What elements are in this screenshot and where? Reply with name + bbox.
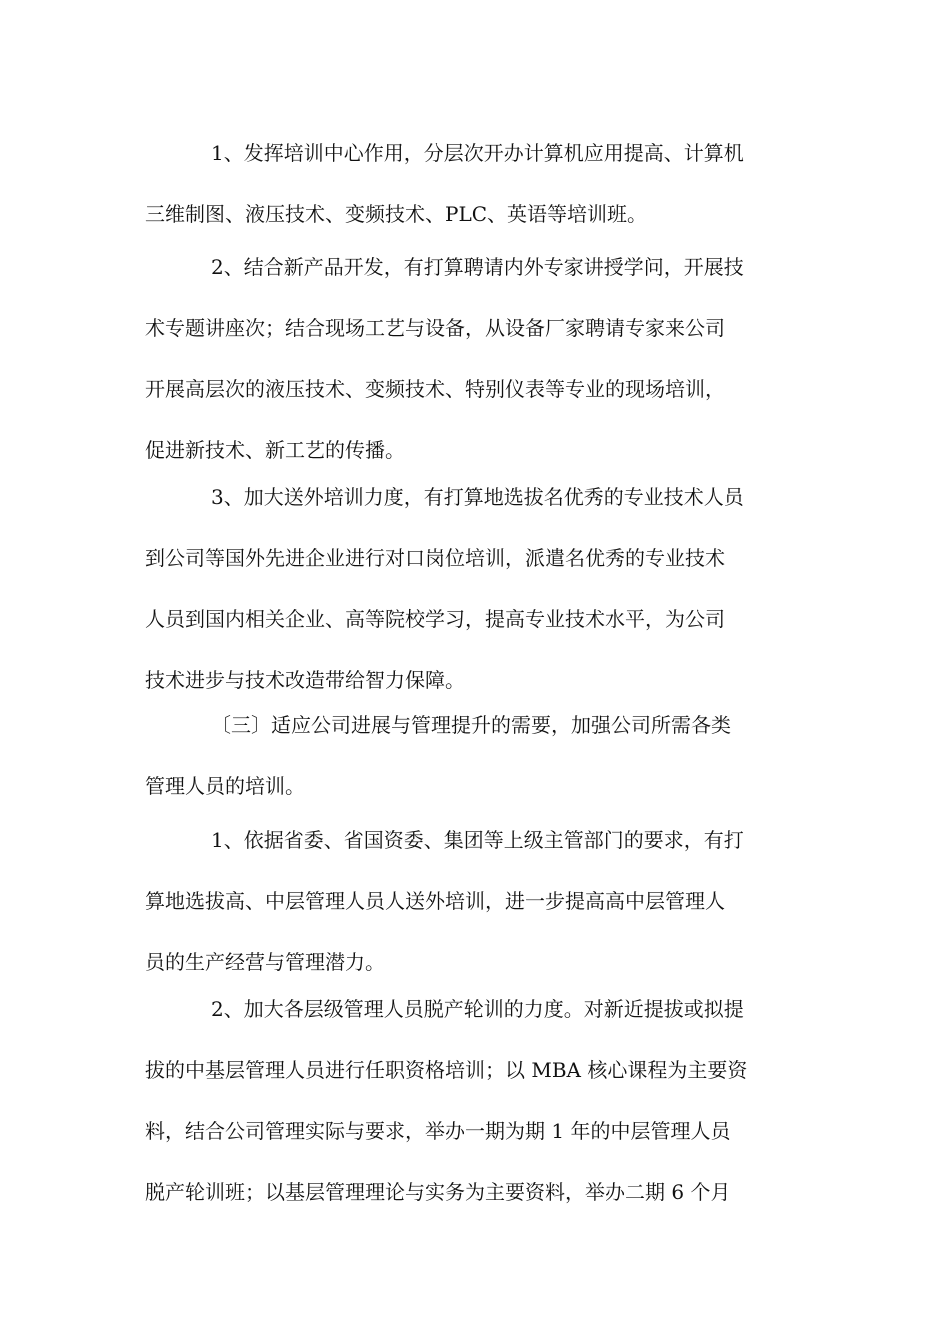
paragraph-line: 料，结合公司管理实际与要求，举办一期为期 1 年的中层管理人员 [145, 1119, 731, 1143]
paragraph-line: 员的生产经营与管理潜力。 [145, 950, 385, 974]
paragraph-senior-management [145, 810, 805, 993]
paragraph-line: 三维制图、液压技术、变频技术、PLC、英语等培训班。 [145, 202, 648, 226]
paragraph-line: 开展高层次的液压技术、变频技术、特别仪表等专业的现场培训， [145, 377, 725, 401]
paragraph-line: 促进新技术、新工艺的传播。 [145, 438, 405, 462]
paragraph-line: 2、结合新产品开发，有打算聘请内外专家讲授学问，开展技 [211, 255, 744, 279]
paragraph-line: 脱产轮训班；以基层管理理论与实务为主要资料，举办二期 6 个月 [145, 1180, 731, 1204]
paragraph-line: 〔三〕适应公司进展与管理提升的需要，加强公司所需各类 [211, 713, 731, 737]
paragraph-line: 1、依据省委、省国资委、集团等上级主管部门的要求，有打 [211, 828, 744, 852]
paragraph-line: 管理人员的培训。 [145, 774, 305, 798]
paragraph-line: 3、加大送外培训力度，有打算地选拔名优秀的专业技术人员 [211, 485, 744, 509]
paragraph-expert-lectures [145, 237, 805, 481]
paragraph-line: 术专题讲座次；结合现场工艺与设备，从设备厂家聘请专家来公司 [145, 316, 725, 340]
section-heading-management-training [145, 695, 805, 817]
paragraph-external-training [145, 467, 805, 711]
paragraph-line: 到公司等国外先进企业进行对口岗位培训，派遣名优秀的专业技术 [145, 546, 725, 570]
paragraph-line: 2、加大各层级管理人员脱产轮训的力度。对新近提拔或拟提 [211, 997, 744, 1021]
paragraph-line: 算地选拔高、中层管理人员人送外培训，进一步提高高中层管理人 [145, 889, 725, 913]
paragraph-line: 人员到国内相关企业、高等院校学习，提高专业技术水平，为公司 [145, 607, 725, 631]
paragraph-rotation-training [145, 979, 805, 1223]
paragraph-line: 拔的中基层管理人员进行任职资格培训；以 MBA 核心课程为主要资 [145, 1058, 748, 1082]
paragraph-line: 1、发挥培训中心作用，分层次开办计算机应用提高、计算机 [211, 141, 744, 165]
paragraph-line: 技术进步与技术改造带给智力保障。 [145, 668, 465, 692]
paragraph-computer-training [145, 123, 805, 245]
